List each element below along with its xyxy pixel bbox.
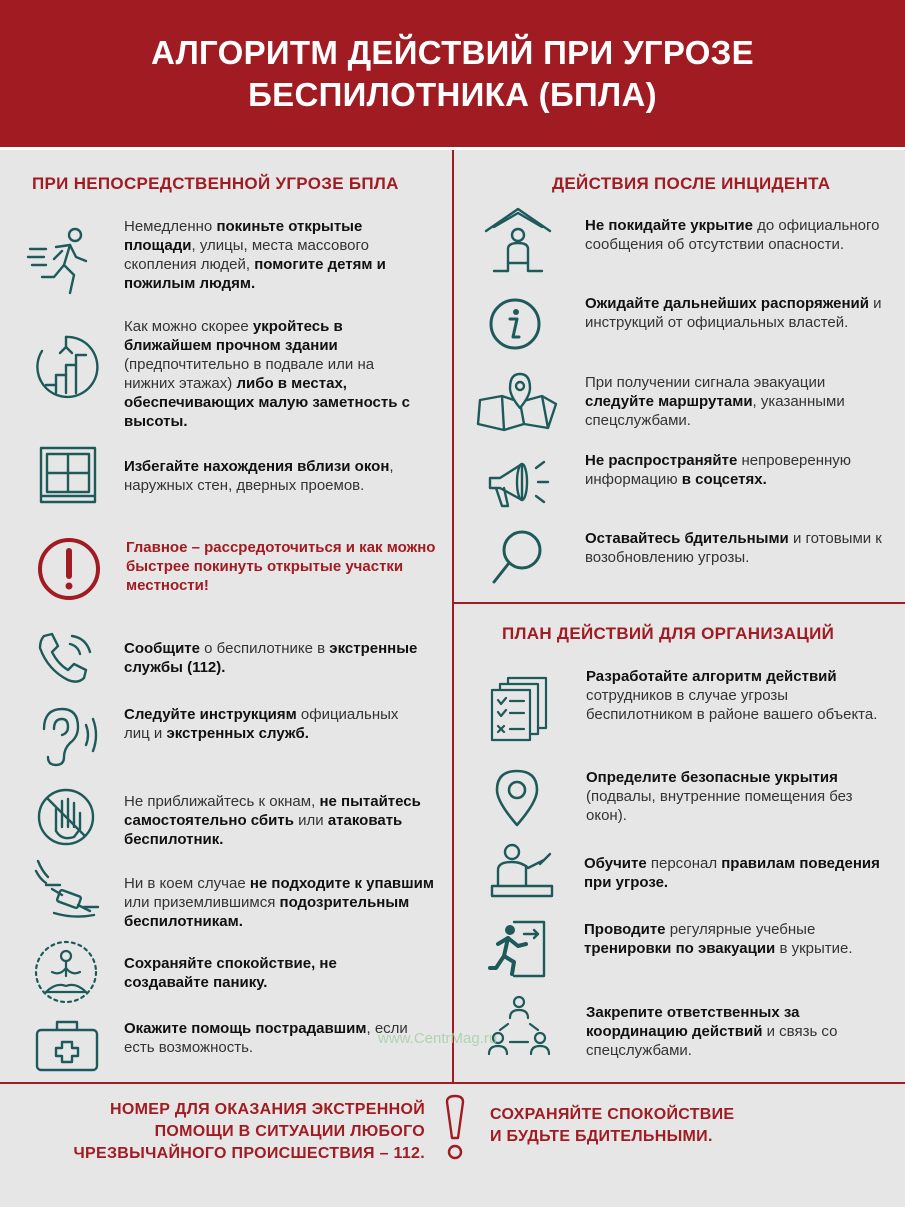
bold-text: Определите безопасные укрытия xyxy=(586,769,838,786)
bold-text: Следуйте инструкциям xyxy=(124,706,297,723)
title-line-2: БЕСПИЛОТНИКА (БПЛА) xyxy=(248,75,657,113)
regular-text: или приземлившимся xyxy=(124,894,280,911)
bold-text: не пытайтесь самостоятельно сбить xyxy=(124,793,421,829)
right-top-item-4-text xyxy=(585,451,885,489)
footer-left-line-3: ЧРЕЗВЫЧАЙНОГО ПРОИСШЕСТВИЯ – 112. xyxy=(73,1145,425,1162)
regular-text: регулярные учебные xyxy=(665,921,816,938)
right-top-item-2-text xyxy=(585,294,885,332)
regular-text: При получении сигнала эвакуации xyxy=(585,374,826,391)
regular-text: (подвалы, внутренние помещения без окон). xyxy=(586,788,853,824)
bold-text: Избегайте нахождения вблизи окон xyxy=(124,458,390,475)
bold-text: Не распространяйте xyxy=(585,452,738,469)
bold-text: помогите детям и пожилым людям. xyxy=(124,256,386,292)
fallen-drone-icon xyxy=(34,857,102,925)
sheltered-person-icon xyxy=(482,205,554,277)
bold-text: Ожидайте дальнейших распоряжений xyxy=(585,295,870,312)
regular-text: в укрытие. xyxy=(775,940,853,957)
stay-calm-note xyxy=(490,1104,820,1148)
regular-text: Ни в коем случае xyxy=(124,875,250,892)
title-line-1: АЛГОРИТМ ДЕЙСТВИЙ ПРИ УГРОЗЕ xyxy=(151,33,754,71)
right-top-item-1-text xyxy=(585,216,885,254)
regular-text: Не приближайтесь к окнам, xyxy=(124,793,320,810)
exclamation-mark-icon xyxy=(441,1094,469,1162)
regular-text: , если есть возможность. xyxy=(124,1020,408,1056)
regular-text: и связь со спецслужбами. xyxy=(586,1023,838,1059)
first-aid-kit-icon xyxy=(34,1018,100,1072)
bold-text: Проводите xyxy=(584,921,666,938)
bold-text: Закрепите ответственных за координацию действий xyxy=(586,1004,800,1040)
left-item-6-text xyxy=(124,705,424,743)
regular-text: , указанными спецслужбами. xyxy=(585,393,845,429)
bold-text: экстренные службы (112). xyxy=(124,640,418,676)
bold-text: либо в местах, обеспечивающих малую заметность с высоты. xyxy=(124,375,410,430)
left-item-8-text xyxy=(124,874,434,931)
teacher-icon xyxy=(490,842,556,902)
ear-listen-icon xyxy=(36,705,102,769)
footer-left-line-1: НОМЕР ДЛЯ ОКАЗАНИЯ ЭКСТРЕННОЙ xyxy=(110,1101,425,1118)
left-item-4-text xyxy=(126,538,446,595)
bold-text: Сообщите xyxy=(124,640,200,657)
right-section-divider xyxy=(454,602,905,604)
right-bottom-item-1-text xyxy=(586,667,886,724)
regular-text: или xyxy=(293,812,328,829)
column-divider xyxy=(452,150,454,1082)
bold-text: покиньте открытые площади xyxy=(124,218,363,254)
watermark: www.CentrMag.ru xyxy=(378,1030,498,1047)
page-title xyxy=(151,32,754,116)
regular-text: официальных лиц и xyxy=(124,706,399,742)
info-icon xyxy=(488,297,542,351)
bold-text: укройтесь в ближайшем прочном здании xyxy=(124,318,343,354)
regular-text: сотрудников в случае угрозы беспилотником в районе вашего объекта. xyxy=(586,687,878,723)
left-item-2-text xyxy=(124,317,424,431)
meditation-icon xyxy=(32,938,100,1006)
window-icon xyxy=(38,446,98,504)
left-item-5-text xyxy=(124,639,424,677)
left-section-title: ПРИ НЕПОСРЕДСТВЕННОЙ УГРОЗЕ БПЛА xyxy=(32,174,399,193)
bold-text: подозрительным беспилотникам. xyxy=(124,894,410,930)
bold-text: в соцсетях. xyxy=(681,471,767,488)
footer-right-line-2: И БУДЬТЕ БДИТЕЛЬНЫМИ. xyxy=(490,1128,713,1145)
right-top-item-3-text xyxy=(585,373,890,430)
team-coordination-icon xyxy=(486,994,552,1060)
bold-text: Сохраняйте спокойствие, не создавайте панику. xyxy=(124,955,337,991)
stairs-shelter-icon xyxy=(32,333,100,401)
right-bottom-item-5-text xyxy=(586,1003,886,1060)
left-item-1-text xyxy=(124,217,424,293)
map-pin-icon xyxy=(476,370,560,432)
emergency-number-note xyxy=(20,1099,425,1165)
regular-text: Немедленно xyxy=(124,218,217,235)
right-top-section-title: ДЕЙСТВИЯ ПОСЛЕ ИНЦИДЕНТА xyxy=(552,174,831,193)
left-item-7-text xyxy=(124,792,434,849)
regular-text: и готовыми к возобновлению угрозы. xyxy=(585,530,882,566)
emergency-exit-icon xyxy=(488,918,548,980)
footer-left-line-2: ПОМОЩИ В СИТУАЦИИ ЛЮБОГО xyxy=(154,1123,425,1140)
right-bottom-item-2-text xyxy=(586,768,886,825)
bold-text: Оставайтесь бдительными xyxy=(585,530,789,547)
running-person-icon xyxy=(26,225,96,297)
checklist-documents-icon xyxy=(490,676,550,742)
regular-text: непроверенную информацию xyxy=(585,452,852,488)
stop-hand-icon xyxy=(36,787,96,847)
regular-text: , наружных стен, дверных проемов. xyxy=(124,458,394,494)
regular-text: о беспилотнике в xyxy=(200,640,330,657)
regular-text: и инструкций от официальных властей. xyxy=(585,295,882,331)
bold-text: Окажите помощь пострадавшим xyxy=(124,1020,367,1037)
regular-text: (предпочтительно в подвале или на нижних этажах) xyxy=(124,356,375,392)
footer-divider xyxy=(0,1082,905,1084)
bold-text: атаковать беспилотник. xyxy=(124,812,403,848)
footer-right-line-1: СОХРАНЯЙТЕ СПОКОЙСТВИЕ xyxy=(490,1106,735,1123)
regular-text: Главное – рассредоточиться и как можно быстрее покинуть открытые участки местности! xyxy=(126,539,436,594)
regular-text: Как можно скорее xyxy=(124,318,253,335)
magnifier-icon xyxy=(490,528,546,586)
megaphone-icon xyxy=(486,454,550,512)
regular-text: персонал xyxy=(646,855,722,872)
bold-text: правилам поведения при угрозе. xyxy=(584,855,880,891)
bold-text: Не покидайте укрытие xyxy=(585,217,753,234)
bold-text: тренировки по эвакуации xyxy=(584,940,776,957)
regular-text: , улицы, места массового скопления людей, xyxy=(124,237,369,273)
location-marker-icon xyxy=(494,768,540,828)
left-item-3-text xyxy=(124,457,444,495)
header-banner xyxy=(0,0,905,147)
right-top-item-5-text xyxy=(585,529,885,567)
bold-text: Обучите xyxy=(584,855,647,872)
right-bottom-section-title: ПЛАН ДЕЙСТВИЙ ДЛЯ ОРГАНИЗАЦИЙ xyxy=(502,624,835,643)
phone-call-icon xyxy=(36,630,96,686)
bold-text: следуйте маршрутами xyxy=(585,393,753,410)
right-bottom-item-3-text xyxy=(584,854,884,892)
right-bottom-item-4-text xyxy=(584,920,884,958)
regular-text: до официального сообщения об отсутствии опасности. xyxy=(585,217,880,253)
left-item-9-text xyxy=(124,954,424,992)
bold-text: не подходите к упавшим xyxy=(249,875,434,892)
exclamation-circle-icon xyxy=(36,536,102,602)
bold-text: Разработайте алгоритм действий xyxy=(586,668,837,685)
bold-text: экстренных служб. xyxy=(166,725,309,742)
